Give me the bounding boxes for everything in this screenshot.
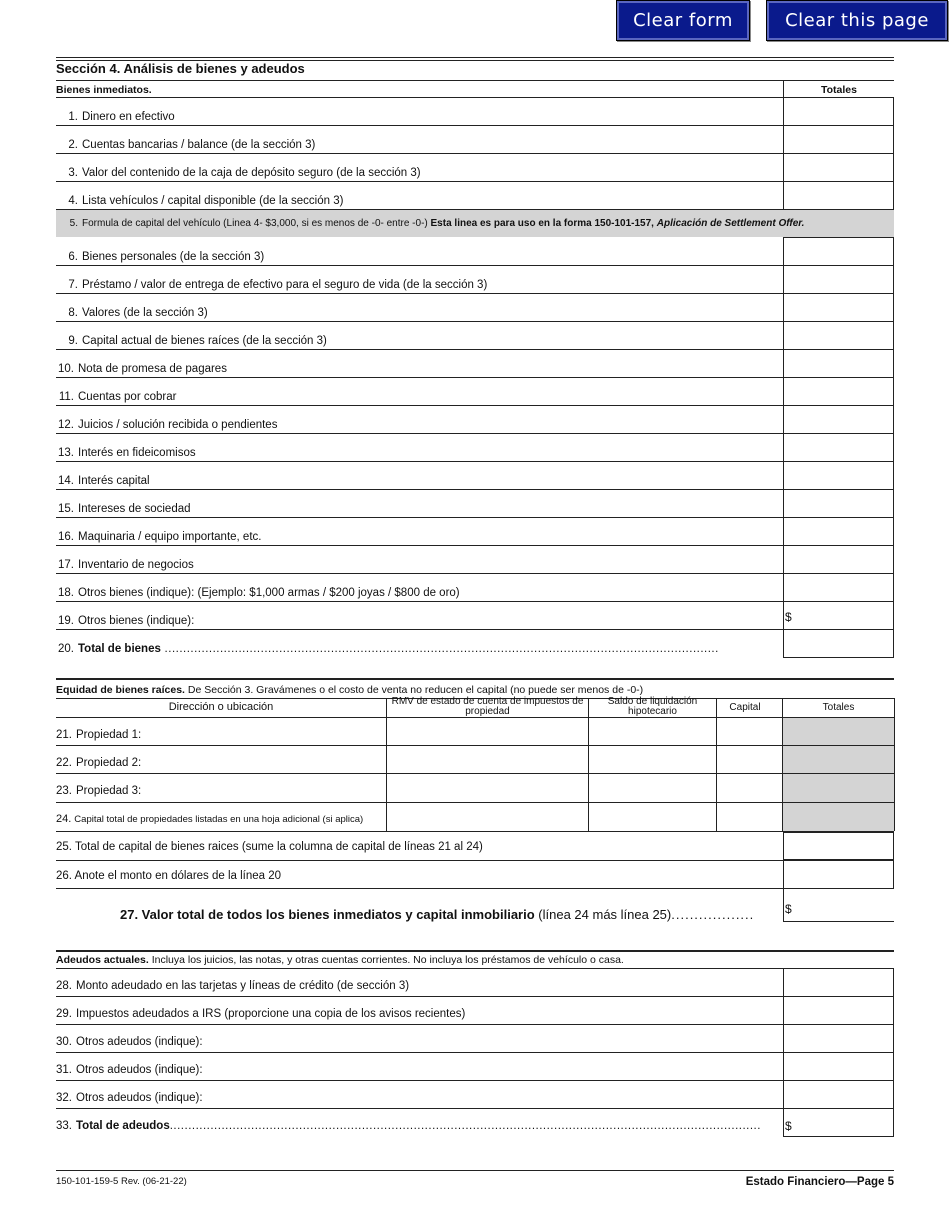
line-28-label — [56, 979, 409, 993]
line-31-total-field[interactable] — [783, 1052, 894, 1081]
row-number: 3. — [68, 167, 78, 179]
real-estate-heading — [56, 683, 643, 697]
row-rule — [56, 433, 783, 434]
line-11-total-field[interactable] — [783, 377, 894, 406]
line-3-total-field[interactable] — [783, 153, 894, 182]
row-number: 6. — [68, 251, 78, 263]
row-text: Capital total de propiedades listadas en una hoja adicional (si aplica) — [74, 814, 364, 825]
row-text: Interés capital — [78, 475, 150, 487]
line-30-label — [56, 1035, 203, 1049]
row-text: Bienes personales (de la sección 3) — [82, 251, 265, 263]
row-number: 18. — [58, 587, 74, 599]
row-text: Interés en fideicomisos — [78, 447, 196, 459]
line-12-total-field[interactable] — [783, 405, 894, 434]
row-number: 20. — [58, 643, 74, 655]
row-text: Total de adeudos — [76, 1120, 170, 1132]
line-33-total-field[interactable] — [783, 1108, 894, 1137]
row-rule — [56, 1024, 783, 1025]
row-text: Otros bienes (indique): — [78, 615, 195, 627]
line-2-label — [56, 138, 315, 152]
line-17-label — [56, 558, 194, 572]
line-30-total-field[interactable] — [783, 1024, 894, 1053]
row-rule — [56, 293, 783, 294]
line-15-label — [56, 502, 191, 516]
row-rule — [56, 802, 894, 803]
re-vline-3 — [716, 698, 717, 831]
re-vline-1 — [386, 698, 387, 831]
leader-dots: ...................................................................................................................................................... — [160, 643, 719, 655]
line-8-total-field[interactable] — [783, 293, 894, 322]
col-totals: Totales — [822, 702, 855, 713]
line-23-payoff-field[interactable] — [590, 775, 714, 800]
row-number: 13. — [58, 447, 74, 459]
row-text: Intereses de sociedad — [78, 503, 191, 515]
line-28-total-field[interactable] — [783, 968, 894, 997]
leader-dots: ................................................................................................................................................................ — [169, 1120, 761, 1132]
row-rule — [56, 1052, 783, 1053]
top-rule — [56, 57, 894, 58]
line-6-label — [56, 250, 264, 264]
row-number: 33. — [56, 1120, 72, 1132]
row-rule — [56, 349, 783, 350]
row-italic-text: Aplicación de Settlement Offer. — [656, 218, 805, 229]
header-rule — [56, 97, 894, 98]
line-29-label — [56, 1007, 465, 1021]
row-number: 24. — [56, 813, 72, 825]
line-10-total-field[interactable] — [783, 349, 894, 378]
line-24-rmv-field[interactable] — [388, 804, 586, 829]
line-27-underline — [783, 921, 894, 922]
real-estate-label: Equidad de bienes raíces. — [56, 684, 185, 696]
row-text: Otros adeudos (indique): — [76, 1092, 203, 1104]
line-29-total-field[interactable] — [783, 996, 894, 1025]
col-payoff: Saldo de liquidación hipotecario — [607, 696, 698, 717]
liabilities-rule — [56, 950, 894, 952]
line-26-rule — [56, 888, 783, 889]
row-rule — [56, 773, 894, 774]
line-23-label — [56, 784, 141, 798]
row-rule — [56, 321, 783, 322]
row-rule — [56, 629, 783, 630]
line-22-equity-field[interactable] — [718, 747, 781, 771]
line-1-label — [56, 110, 175, 124]
line-16-label — [56, 530, 261, 544]
real-estate-desc: De Sección 3. Gravámenes o el costo de venta no reducen el capital (no puede ser menos de -0-) — [187, 684, 644, 696]
row-text: Impuestos adeudados a IRS (proporcione una copia de los avisos recientes) — [76, 1008, 466, 1020]
row-number: 28. — [56, 980, 72, 992]
line-12-label — [56, 418, 277, 432]
row-number: 11. — [58, 391, 74, 403]
line-6-total-field[interactable] — [783, 237, 894, 266]
row-text: Propiedad 2: — [76, 757, 142, 769]
row-number: 19. — [58, 615, 74, 627]
row-number: 32. — [56, 1092, 72, 1104]
line-3-label — [56, 166, 421, 180]
row-text: Maquinaria / equipo importante, etc. — [78, 531, 262, 543]
col-address: Dirección o ubicación — [168, 701, 274, 713]
liabilities-header-rule — [56, 968, 894, 969]
row-text: Capital actual de bienes raíces (de la sección 3) — [82, 335, 327, 347]
immediate-assets-label: Bienes inmediatos. — [56, 84, 152, 96]
line-27-bold: 27. Valor total de todos los bienes inmediatos y capital inmobiliario — [120, 907, 535, 922]
row-number: 8. — [68, 307, 78, 319]
row-text: Inventario de negocios — [78, 559, 194, 571]
liabilities-heading — [56, 953, 624, 967]
line-27-label: 27. Valor total de todos los bienes inmediatos y capital inmobiliario (línea 24 más línea 25).................. — [120, 907, 755, 922]
re-header-bottom — [56, 717, 894, 718]
line-19-label — [56, 614, 194, 628]
row-text: Valores (de la sección 3) — [82, 307, 208, 319]
line-17-total-field[interactable] — [783, 545, 894, 574]
line-24-totals-shaded — [783, 803, 894, 831]
liabilities-desc: Incluya los juicios, las notas, y otras cuentas corrientes. No incluya los préstamos de vehículo o casa. — [151, 954, 624, 966]
line-23-rmv-field[interactable] — [388, 775, 586, 800]
row-rule — [56, 745, 894, 746]
line-13-label — [56, 446, 196, 460]
row-rule — [56, 1108, 783, 1109]
row-rule — [56, 461, 783, 462]
row-number: 10. — [58, 363, 74, 375]
line-33-label — [56, 1119, 778, 1133]
row-bold-text: Esta linea es para uso en la forma 150-101-157, — [430, 218, 654, 229]
row-number: 1. — [68, 111, 78, 123]
row-rule — [56, 601, 783, 602]
line-18-label — [56, 586, 460, 600]
line-20-total-field[interactable] — [783, 629, 894, 658]
dollar-sign: $ — [785, 610, 792, 624]
page-label: Estado Financiero—Page 5 — [745, 1176, 894, 1188]
row-text: Otros bienes (indique): (Ejemplo: $1,000 armas / $200 joyas / $800 de oro) — [78, 587, 460, 599]
line-32-label — [56, 1091, 203, 1105]
line-11-label — [56, 390, 176, 404]
row-rule — [56, 573, 783, 574]
re-vline-2 — [588, 698, 589, 831]
section-title-rule — [56, 80, 894, 81]
row-text: Dinero en efectivo — [82, 111, 175, 123]
row-number: 22. — [56, 757, 72, 769]
row-text: Lista vehículos / capital disponible (de la sección 3) — [82, 195, 344, 207]
row-number: 17. — [58, 559, 74, 571]
line-26-label: 26. Anote el monto en dólares de la línea 20 — [56, 870, 282, 882]
dollar-sign: $ — [785, 1119, 792, 1133]
line-21-totals-shaded — [783, 718, 894, 745]
row-rule — [56, 405, 783, 406]
clear-form-button[interactable]: Clear form — [616, 0, 750, 41]
row-text: Total de bienes — [78, 643, 161, 655]
line-21-equity-field[interactable] — [718, 719, 781, 743]
line-14-total-field[interactable] — [783, 461, 894, 490]
line-21-label — [56, 728, 141, 742]
row-rule — [56, 265, 783, 266]
clear-page-button[interactable]: Clear this page — [766, 0, 948, 41]
row-number: 5. — [69, 218, 78, 229]
line-25-label: 25. Total de capital de bienes raices (sume la columna de capital de líneas 21 al 24) — [56, 841, 483, 853]
row-text: Nota de promesa de pagares — [78, 363, 227, 375]
line-7-label — [56, 278, 487, 292]
liabilities-label: Adeudos actuales. — [56, 954, 149, 966]
line-27-dollar: $ — [785, 902, 792, 916]
footer-rule — [56, 1170, 894, 1171]
real-estate-rule — [56, 678, 894, 680]
row-rule — [56, 377, 783, 378]
line-22-payoff-field[interactable] — [590, 747, 714, 771]
line-10-label — [56, 362, 227, 376]
line-27-left-border — [783, 889, 784, 921]
re-vline-5 — [894, 698, 895, 831]
line-16-total-field[interactable] — [783, 517, 894, 546]
line-26-total-field[interactable] — [783, 860, 894, 889]
row-rule — [56, 489, 783, 490]
row-number: 21. — [56, 729, 72, 741]
line-9-total-field[interactable] — [783, 321, 894, 350]
row-text: Propiedad 1: — [76, 729, 142, 741]
row-rule — [56, 125, 783, 126]
form-id: 150-101-159-5 Rev. (06-21-22) — [56, 1176, 187, 1187]
row-text: Otros adeudos (indique): — [76, 1064, 203, 1076]
row-number: 29. — [56, 1008, 72, 1020]
line-4-label — [56, 194, 343, 208]
line-20-label — [56, 642, 778, 656]
row-text: Juicios / solución recibida o pendientes — [78, 419, 278, 431]
row-text: Cuentas por cobrar — [78, 391, 177, 403]
row-rule — [56, 831, 894, 832]
row-text: Préstamo / valor de entrega de efectivo para el seguro de vida (de la sección 3) — [82, 279, 488, 291]
row-rule — [56, 545, 783, 546]
line-7-total-field[interactable] — [783, 265, 894, 294]
line-15-total-field[interactable] — [783, 489, 894, 518]
line-14-label — [56, 474, 150, 488]
section-title: Sección 4. Análisis de bienes y adeudos — [56, 61, 305, 76]
line-19-total-field[interactable] — [783, 601, 894, 630]
row-text: Propiedad 3: — [76, 785, 142, 797]
row-rule — [56, 153, 783, 154]
totals-divider — [783, 80, 784, 97]
row-rule — [56, 1080, 783, 1081]
line-5-label — [56, 217, 804, 231]
row-number: 30. — [56, 1036, 72, 1048]
line-24-equity-field[interactable] — [718, 804, 781, 829]
line-24-payoff-field[interactable] — [590, 804, 714, 829]
line-18-total-field[interactable] — [783, 573, 894, 602]
line-2-total-field[interactable] — [783, 125, 894, 154]
row-number: 14. — [58, 475, 74, 487]
col-equity: Capital — [729, 702, 761, 713]
line-22-rmv-field[interactable] — [388, 747, 586, 771]
row-rule — [56, 996, 783, 997]
line-22-label — [56, 756, 141, 770]
line-21-rmv-field[interactable] — [388, 719, 586, 743]
line-1-total-field[interactable] — [783, 97, 894, 126]
col-rmv: RMV de estado de cuenta de impuestos de propiedad — [391, 696, 584, 717]
line-32-total-field[interactable] — [783, 1080, 894, 1109]
line-23-equity-field[interactable] — [718, 775, 781, 800]
row-number: 12. — [58, 419, 74, 431]
row-text: Cuentas bancarias / balance (de la sección 3) — [82, 139, 316, 151]
line-24-label — [56, 812, 363, 827]
row-text: Formula de capital del vehículo (Linea 4- $3,000, si es menos de -0- entre -0-) — [82, 218, 428, 229]
row-number: 15. — [58, 503, 74, 515]
line-21-payoff-field[interactable] — [590, 719, 714, 743]
row-number: 16. — [58, 531, 74, 543]
row-number: 9. — [68, 335, 78, 347]
row-rule — [56, 181, 783, 182]
line-13-total-field[interactable] — [783, 433, 894, 462]
line-22-totals-shaded — [783, 746, 894, 773]
row-number: 2. — [68, 139, 78, 151]
line-25-rule — [56, 860, 783, 861]
line-4-total-field[interactable] — [783, 181, 894, 210]
line-27-total-field[interactable] — [796, 900, 892, 920]
line-25-total-field[interactable] — [783, 832, 894, 860]
row-number: 23. — [56, 785, 72, 797]
line-27-rest: (línea 24 más línea 25) — [538, 907, 672, 922]
totals-header: Totales — [821, 84, 857, 96]
row-text: Valor del contenido de la caja de depósito seguro (de la sección 3) — [82, 167, 421, 179]
line-9-label — [56, 334, 327, 348]
row-text: Monto adeudado en las tarjetas y líneas de crédito (de sección 3) — [76, 980, 410, 992]
row-number: 31. — [56, 1064, 72, 1076]
row-rule — [56, 517, 783, 518]
row-text: Otros adeudos (indique): — [76, 1036, 203, 1048]
line-23-totals-shaded — [783, 774, 894, 802]
row-number: 7. — [68, 279, 78, 291]
row-number: 4. — [68, 195, 78, 207]
line-8-label — [56, 306, 208, 320]
line-31-label — [56, 1063, 203, 1077]
